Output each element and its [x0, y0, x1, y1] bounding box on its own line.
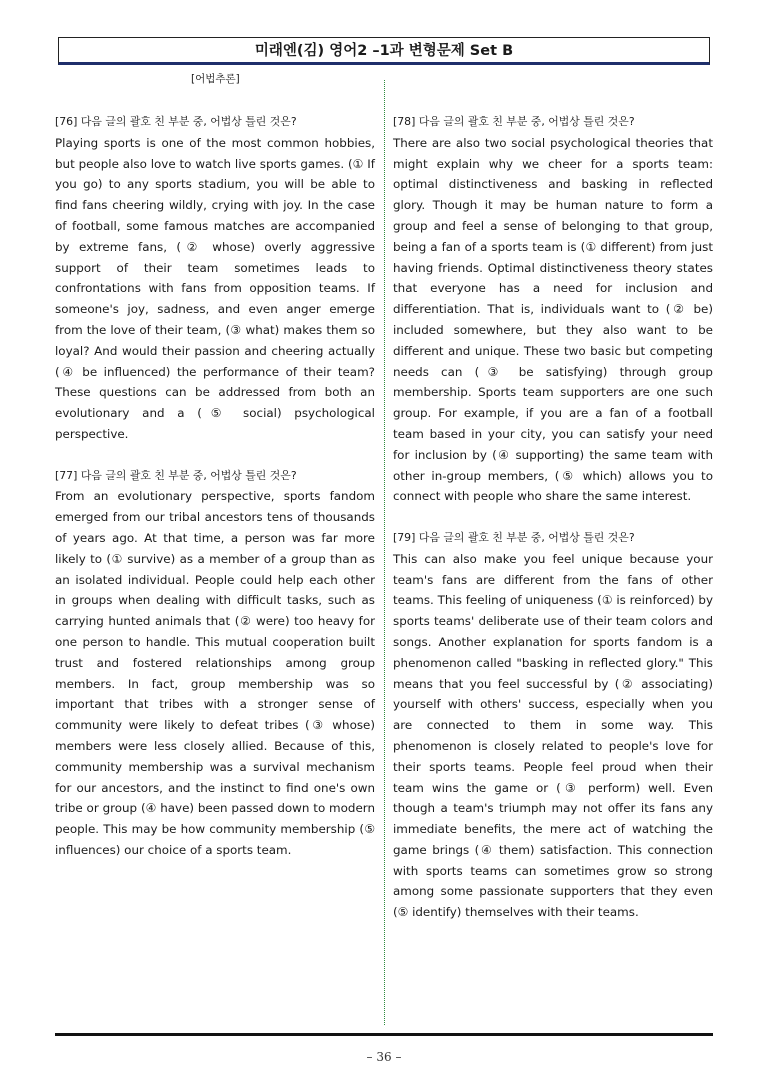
question-76-heading: [76] 다음 글의 괄호 친 부분 중, 어법상 틀린 것은?: [55, 115, 297, 128]
question-77-heading: [77] 다음 글의 괄호 친 부분 중, 어법상 틀린 것은?: [55, 468, 297, 482]
section-tag: [어법추론]: [191, 73, 240, 85]
page-number: – 36 –: [366, 1050, 402, 1064]
question-78-heading: [78] 다음 글의 괄호 친 부분 중, 어법상 틀린 것은?: [393, 115, 635, 128]
question-78-passage: There are also two social psychological theories that might explain why we cheer for a sports team: optimal distinctiveness and basking in reflected glory. Though it may be human nature to form a group and feel a sense of belonging to that group, being a fan of a sports team is (① different) from just having friends. Optimal distinctiveness theory states that everyone has a need for inclusion and differentiation. That is, individuals want to (② be) included somewhere, but they also want to be different and unique. These two basic but competing needs can (③ be satisfying) through group membership. Sports team supporters are one such group. For example, if you are a fan of a football team based in your city, you can satisfy your need for inclusion by (④ supporting) the same team with other in-group members, (⑤ which) allows you to connect with people who share the same interest.: [393, 135, 713, 504]
footer-rule: [55, 1033, 713, 1036]
left-column: [55, 112, 375, 861]
question-76-passage: Playing sports is one of the most common hobbies, but people also love to watch live sports games. (① If you go) to any sports stadium, you will be able to find fans cheering wildly, crying with joy. In the case of football, some famous matches are accompanied by extreme fans, (② whose) overly aggressive support of their team sometimes leads to confrontations with fans from opposition teams. If someone's joy, sadness, and even anger emerge from the love of their team, (③ what) makes them so loyal? And would their passion and cheering actually (④ be influenced) the performance of their team? These questions can be addressed from both an evolutionary and a (⑤ social) psychological perspective.: [55, 135, 375, 441]
question-79-heading: [79] 다음 글의 괄호 친 부분 중, 어법상 틀린 것은?: [393, 530, 635, 544]
column-divider: [384, 80, 385, 1025]
right-column: [393, 112, 713, 923]
page-title: 미래엔(김) 영어2 –1과 변형문제 Set B: [58, 37, 710, 65]
question-79-passage: This can also make you feel unique because your team's fans are different from the fans of other teams. This feeling of uniqueness (① is reinforced) by sports teams' deliberate use of their team colors and songs. Another explanation for sports fandom is a phenomenon called "basking in reflected glory." This means that you feel successful by (② associating) yourself with others' success, especially when you are connected to them in some way. This phenomenon is closely related to people's love for their sports teams. People feel proud when their team wins the game or (③ perform) well. Even though a team's triumph may not offer its fans any immediate benefits, the mere act of watching the game brings (④ them) satisfaction. This connection with sports teams can sometimes grow so strong among some passionate supporters that they even (⑤ identify) themselves with their teams.: [393, 551, 713, 920]
question-77-passage: From an evolutionary perspective, sports fandom emerged from our tribal ancestors tens of thousands of years ago. At that time, a person was far more likely to (① survive) as a member of a group than as an isolated individual. People could help each other in groups when dealing with difficult tasks, such as carrying hunted animals that (② were) too heavy for one person to handle. This mutual cooperation built trust and fostered relationships among group members. In fact, group membership was so important that tribes with a stronger sense of community were likely to defeat tribes (③ whose) members were less closely allied. Because of this, community membership was a survival mechanism for our ancestors, and the instinct to find one's own tribe or group (④ have) been passed down to modern people. This may be how community membership (⑤ influences) our choice of a sports team.: [55, 489, 375, 857]
